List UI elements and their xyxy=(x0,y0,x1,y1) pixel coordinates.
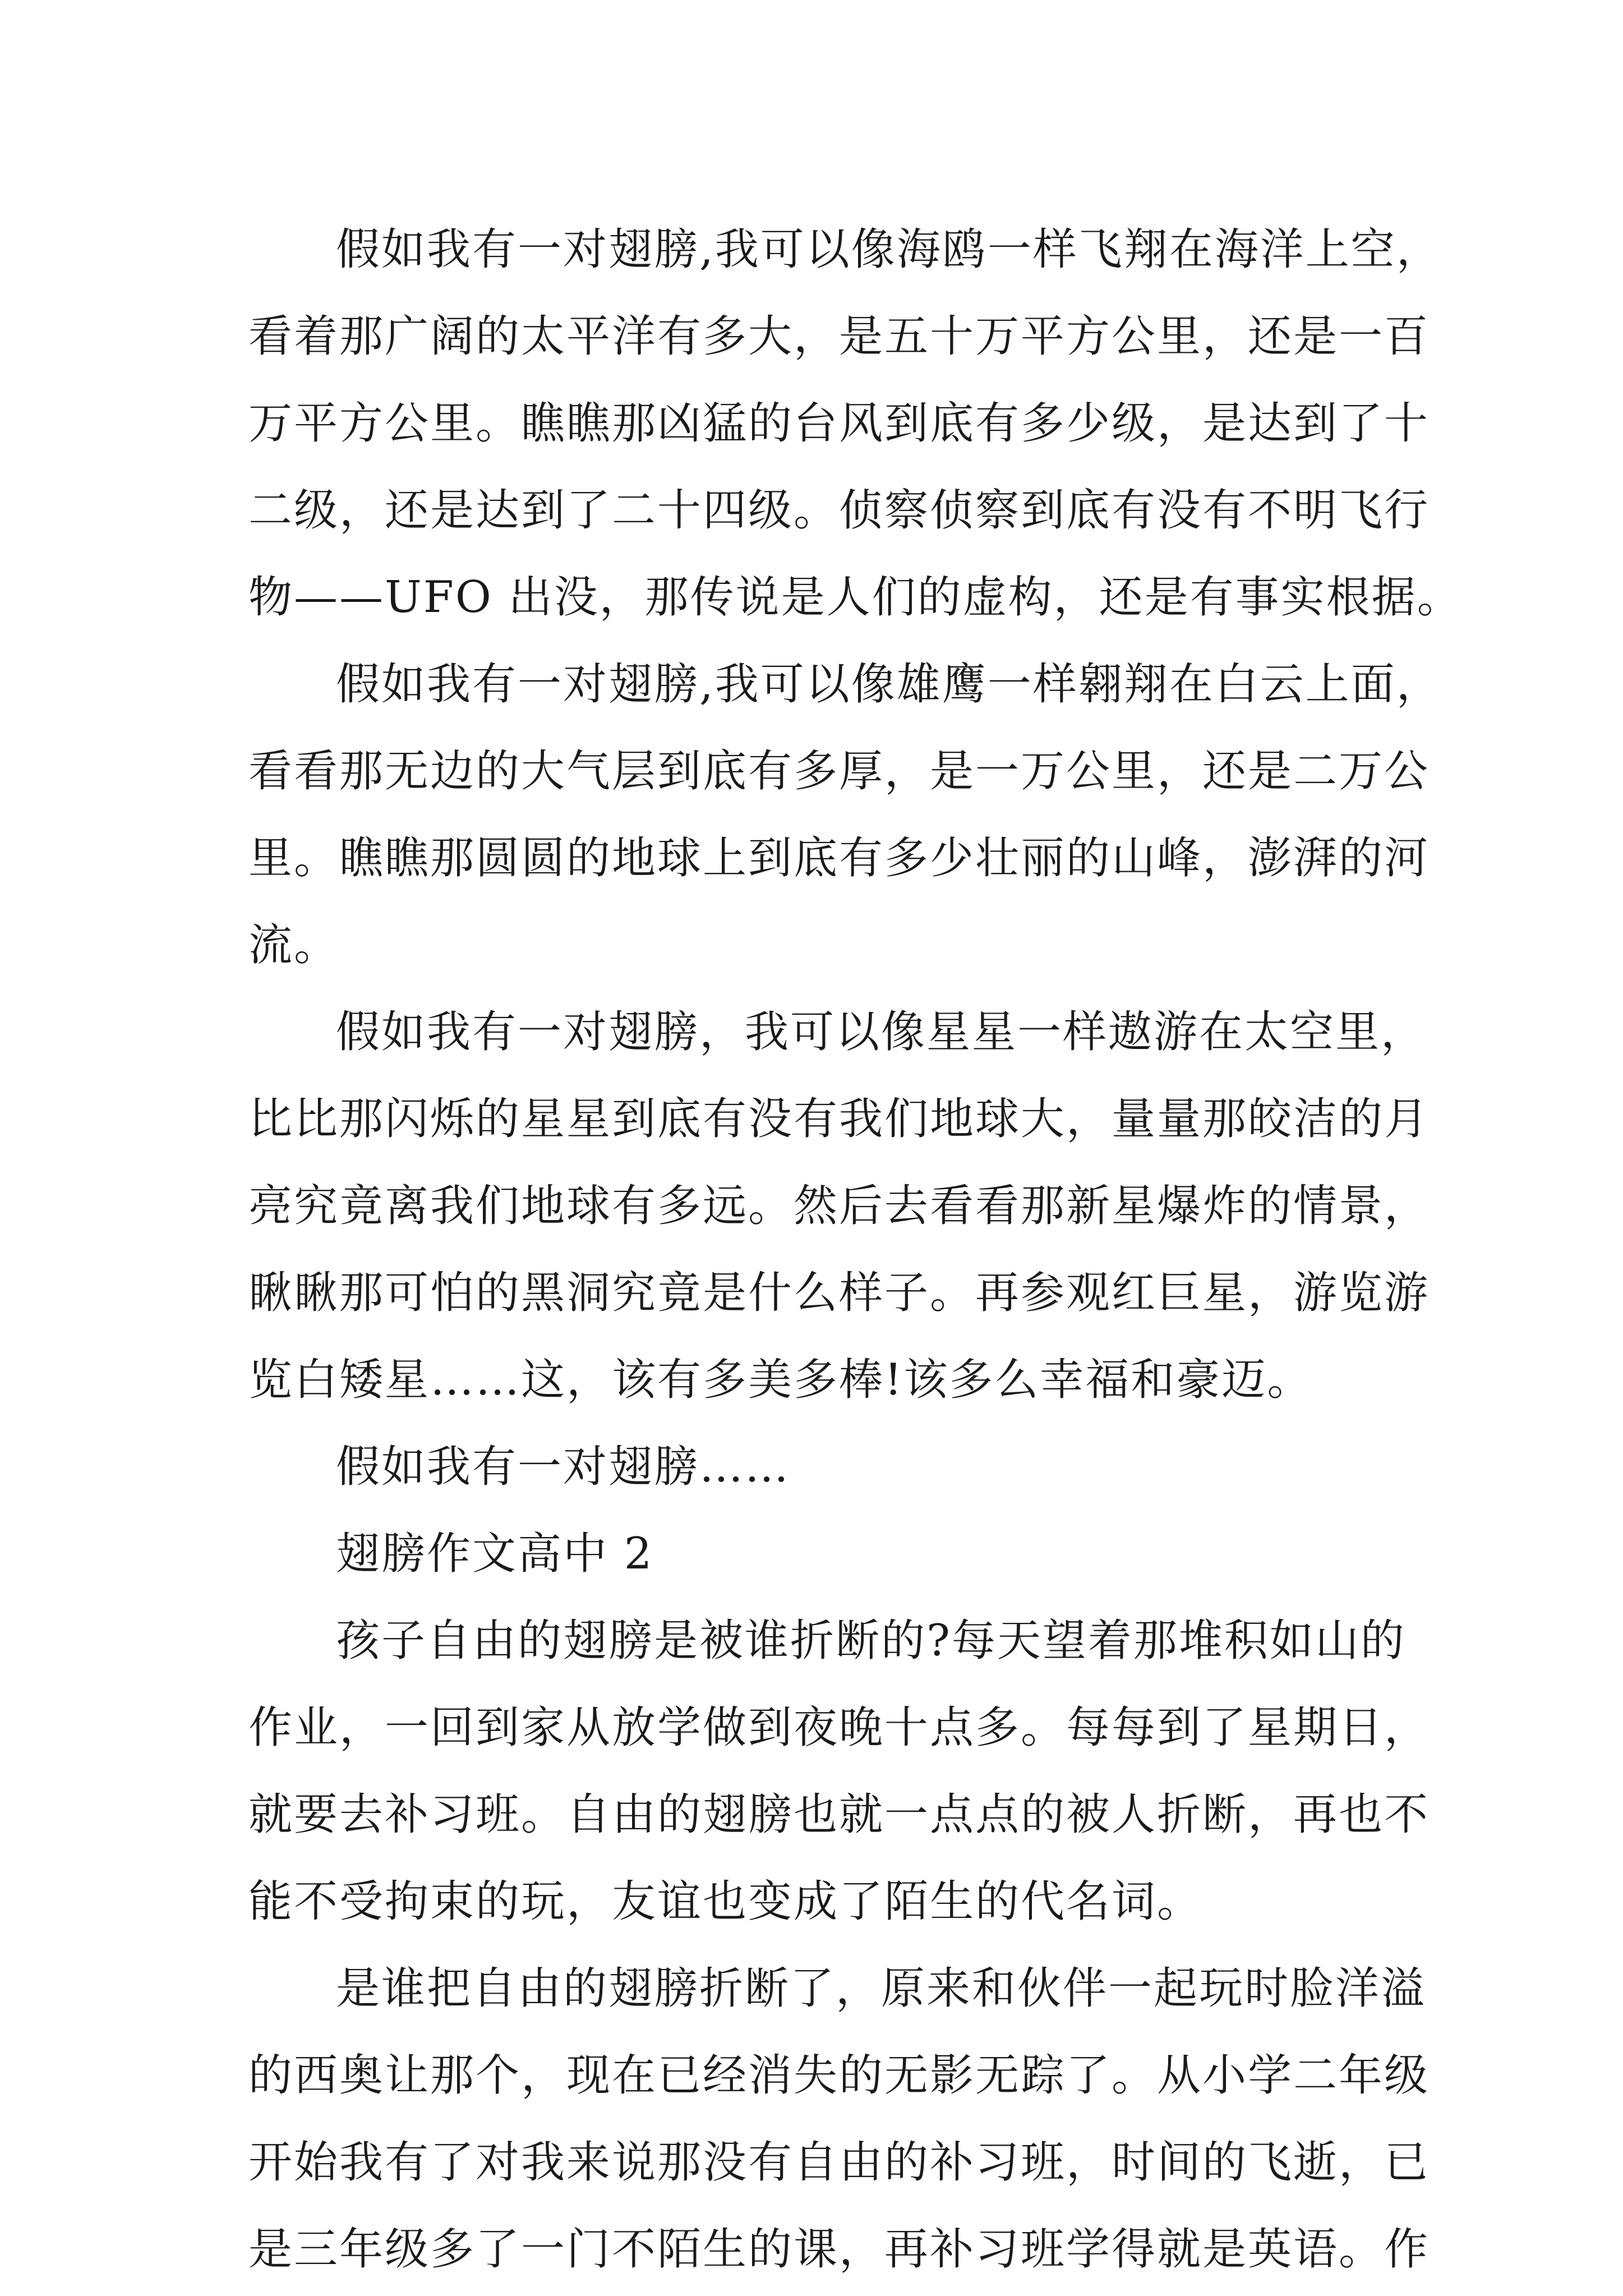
text-line: 能不受拘束的玩，友谊也变成了陌生的代名词。 xyxy=(248,1876,1203,1927)
text-line: 开始我有了对我来说那没有自由的补习班，时间的飞逝，已 xyxy=(248,2137,1430,2188)
text-line: 假如我有一对翅膀,我可以像雄鹰一样翱翔在白云上面， xyxy=(336,659,1442,710)
text-line: 流。 xyxy=(248,920,340,970)
text-line: 里。瞧瞧那圆圆的地球上到底有多少壮丽的山峰，澎湃的河 xyxy=(248,833,1430,884)
text-line: 瞅瞅那可怕的黑洞究竟是什么样子。再参观红巨星，游览游 xyxy=(248,1268,1430,1318)
text-line: 的西奥让那个，现在已经消失的无影无踪了。从小学二年级 xyxy=(248,2050,1430,2101)
section-heading: 翅膀作文高中 2 xyxy=(336,1529,654,1579)
text-line: 看着那广阔的太平洋有多大，是五十万平方公里，还是一百 xyxy=(248,311,1430,362)
text-line: 看看那无边的大气层到底有多厚，是一万公里，还是二万公 xyxy=(248,746,1430,797)
text-line: 就要去补习班。自由的翅膀也就一点点的被人折断，再也不 xyxy=(248,1789,1430,1840)
text-line: 孩子自由的翅膀是被谁折断的?每天望着那堆积如山的 xyxy=(336,1616,1406,1666)
text-line: 比比那闪烁的星星到底有没有我们地球大，量量那皎洁的月 xyxy=(248,1094,1430,1144)
text-line: 万平方公里。瞧瞧那凶猛的台风到底有多少级，是达到了十 xyxy=(248,398,1430,449)
text-line: 物——UFO 出没，那传说是人们的虚构，还是有事实根据。 xyxy=(248,572,1463,623)
text-line: 是谁把自由的翅膀折断了，原来和伙伴一起玩时脸洋溢 xyxy=(336,1963,1427,2014)
text-line: 亮究竟离我们地球有多远。然后去看看那新星爆炸的情景， xyxy=(248,1181,1430,1231)
text-line: 作业，一回到家从放学做到夜晚十点多。每每到了星期日， xyxy=(248,1703,1430,1753)
text-line: 假如我有一对翅膀，我可以像星星一样遨游在太空里， xyxy=(336,1007,1427,1057)
text-line: 假如我有一对翅膀…… xyxy=(336,1442,791,1492)
text-line: 是三年级多了一门不陌生的课，再补习班学得就是英语。作 xyxy=(248,2224,1430,2275)
text-line: 二级，还是达到了二十四级。侦察侦察到底有没有不明飞行 xyxy=(248,485,1430,536)
document-body xyxy=(248,206,1463,2293)
text-line: 假如我有一对翅膀,我可以像海鸥一样飞翔在海洋上空， xyxy=(336,224,1442,275)
text-line: 览白矮星……这，该有多美多棒!该多么幸福和豪迈。 xyxy=(248,1355,1313,1405)
